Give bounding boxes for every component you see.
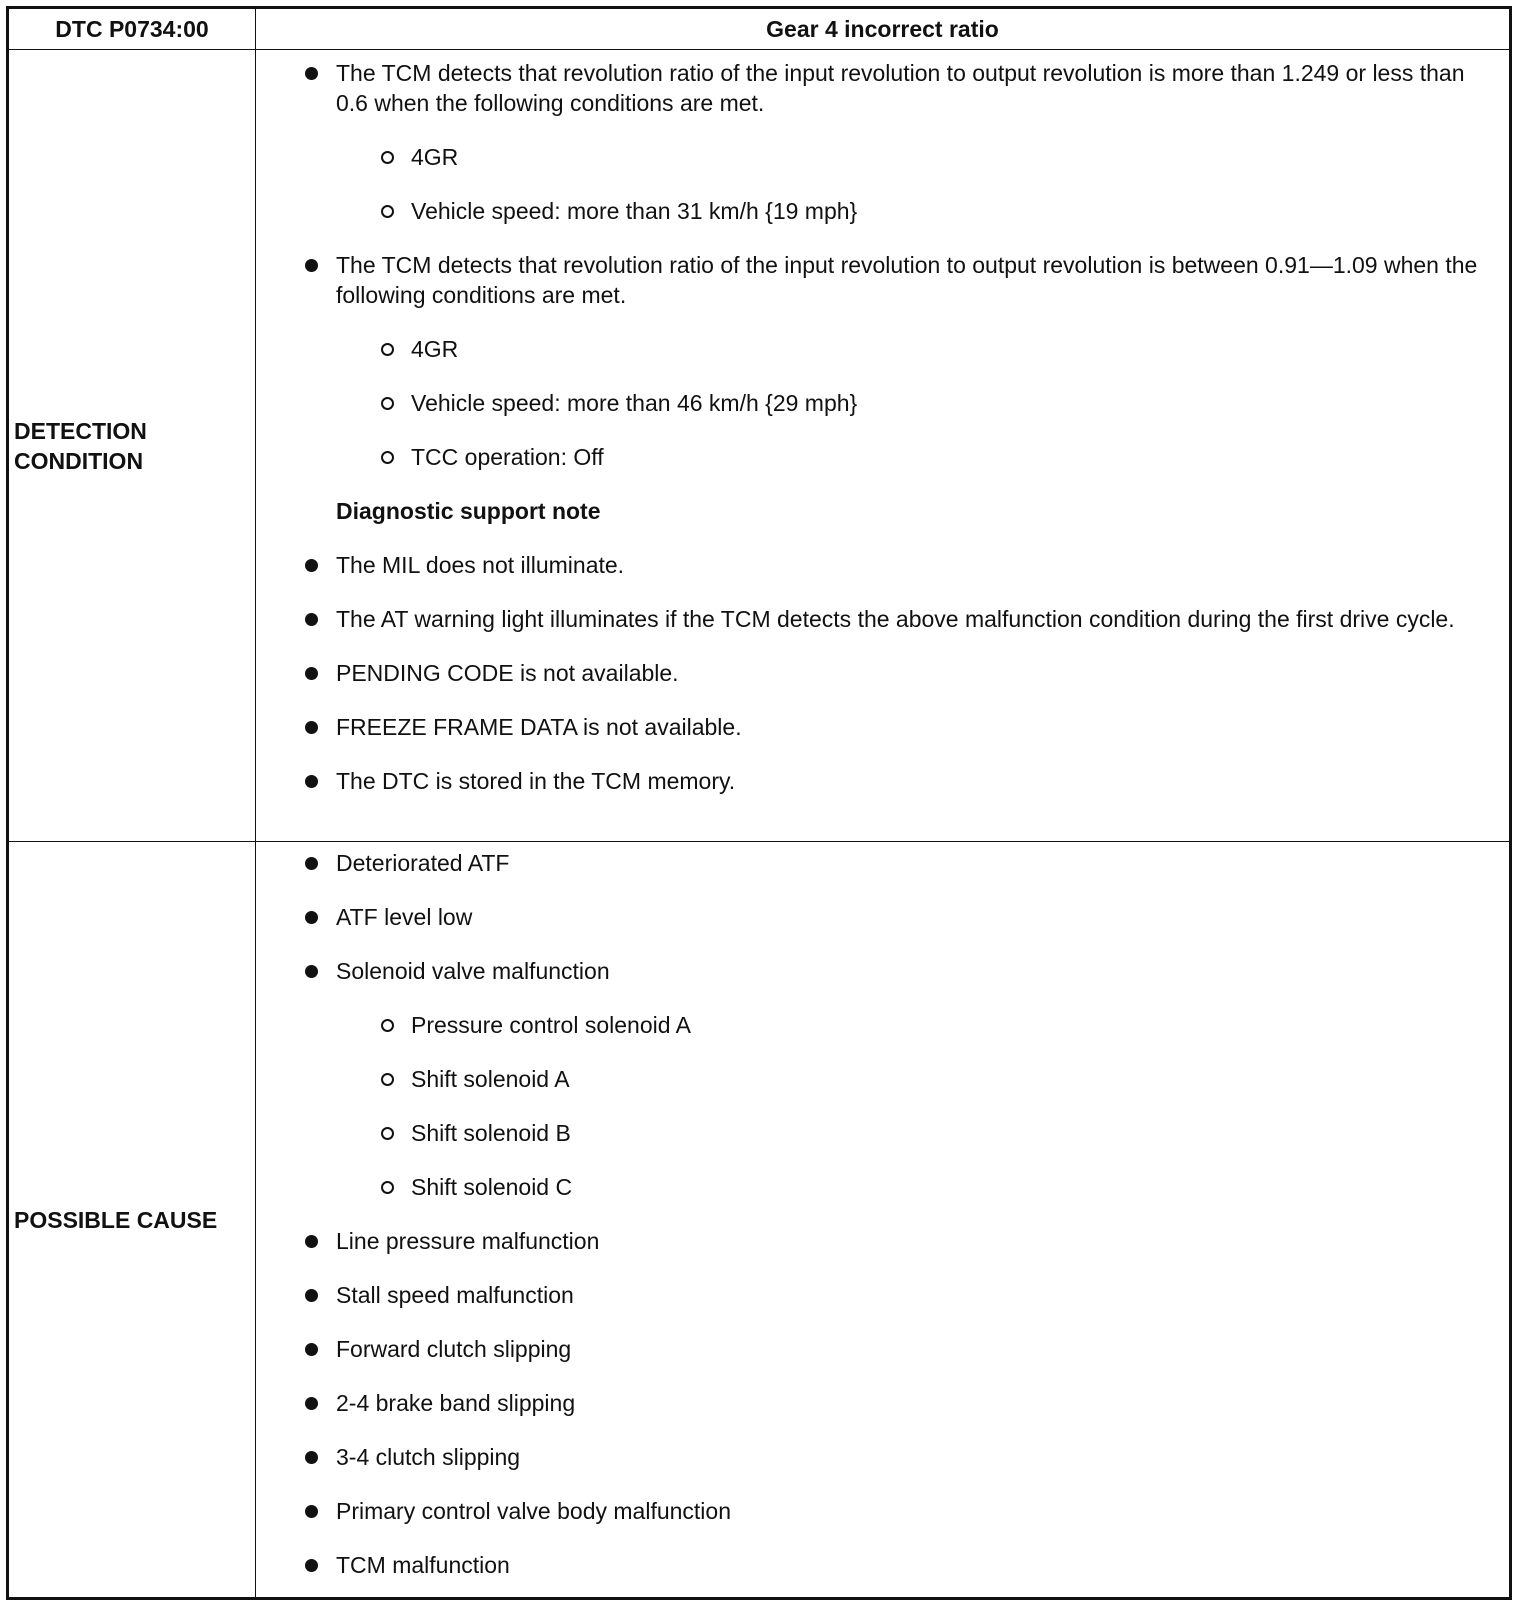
dtc-title: Gear 4 incorrect ratio (256, 8, 1511, 50)
cause-item: TCM malfunction (303, 1550, 1485, 1580)
detection-condition-label (8, 50, 256, 842)
detection-condition-content (256, 50, 1511, 842)
note-item: The MIL does not illuminate. (303, 550, 1485, 580)
cause-item: Primary control valve body malfunction (303, 1496, 1485, 1526)
note-item: PENDING CODE is not available. (303, 658, 1485, 688)
possible-cause-row (8, 842, 1511, 1599)
possible-cause-label: POSSIBLE CAUSE (8, 842, 256, 1599)
sub-item: Vehicle speed: more than 31 km/h {19 mph} (303, 196, 1485, 226)
dtc-table (6, 6, 1512, 1600)
cause-item: Forward clutch slipping (303, 1334, 1485, 1364)
cause-item: ATF level low (303, 902, 1485, 932)
sub-item: Vehicle speed: more than 46 km/h {29 mph} (303, 388, 1485, 418)
cause-item: Line pressure malfunction (303, 1226, 1485, 1256)
solenoid-item: Pressure control solenoid A (303, 1010, 1485, 1040)
note-item: The DTC is stored in the TCM memory. (303, 766, 1485, 796)
solenoid-item: Shift solenoid C (303, 1172, 1485, 1202)
cause-item: Stall speed malfunction (303, 1280, 1485, 1310)
bullet-item: The TCM detects that revolution ratio of the input revolution to output revolution is between 0.91—1.09 when the following conditions are met. (303, 250, 1485, 310)
cause-item: Deteriorated ATF (303, 848, 1485, 878)
diagnostic-note-heading: Diagnostic support note (336, 498, 601, 524)
possible-cause-content (256, 842, 1511, 1599)
cause-item: 2-4 brake band slipping (303, 1388, 1485, 1418)
sub-item: 4GR (303, 334, 1485, 364)
note-item: The AT warning light illuminates if the TCM detects the above malfunction condition during the first drive cycle. (303, 604, 1485, 634)
detection-condition-row (8, 50, 1511, 842)
bullet-item: The TCM detects that revolution ratio of the input revolution to output revolution is more than 1.249 or less than 0.6 when the following conditions are met. (303, 58, 1485, 118)
cause-item: 3-4 clutch slipping (303, 1442, 1485, 1472)
solenoid-item: Shift solenoid B (303, 1118, 1485, 1148)
solenoid-item: Shift solenoid A (303, 1064, 1485, 1094)
note-item: FREEZE FRAME DATA is not available. (303, 712, 1485, 742)
sub-item: TCC operation: Off (303, 442, 1485, 472)
dtc-code: DTC P0734:00 (8, 8, 256, 50)
label-line: DETECTION (14, 417, 147, 444)
header-row (8, 8, 1511, 50)
cause-item: Solenoid valve malfunction (303, 956, 1485, 986)
sub-item: 4GR (303, 142, 1485, 172)
label-line: CONDITION (14, 447, 144, 474)
